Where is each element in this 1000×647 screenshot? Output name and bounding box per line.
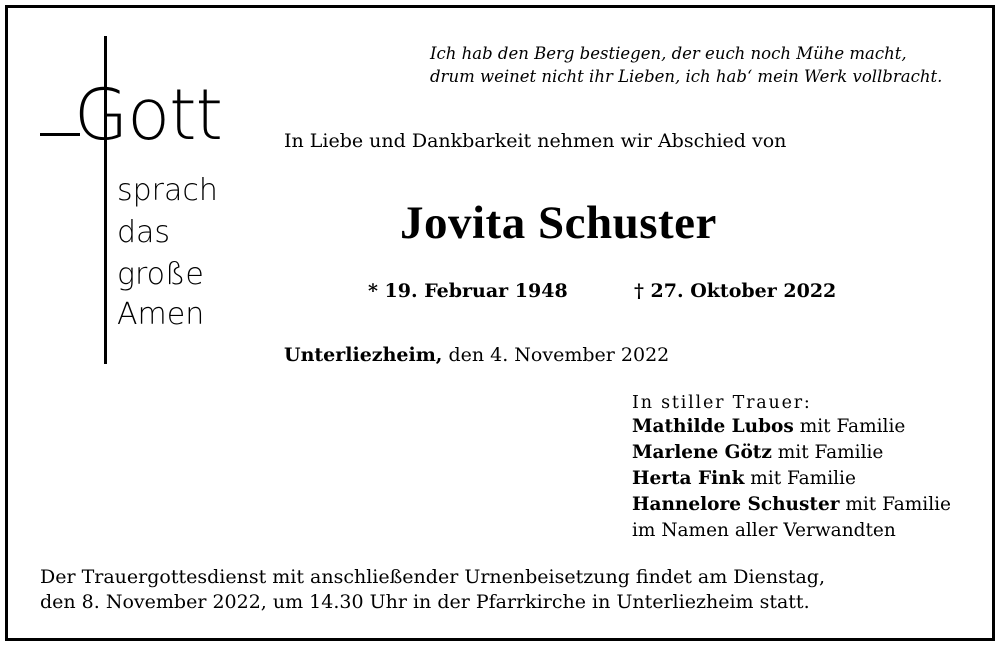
mourner-name: Marlene Götz [632, 442, 772, 463]
cross-line-3: große [117, 257, 204, 292]
service-line-1: Der Trauergottesdienst mit anschließender Urnenbeisetzung findet am Dienstag, [40, 566, 826, 588]
cross-title: Gott [74, 74, 222, 156]
cross-line-4: Amen [117, 297, 205, 332]
mourner-name: Herta Fink [632, 468, 745, 489]
death-date: † 27. Oktober 2022 [634, 280, 837, 302]
quote-line-1: Ich hab den Berg bestiegen, der euch noch Mühe macht, [430, 44, 907, 63]
place-date [284, 344, 669, 366]
mourners-closing: im Namen aller Verwandten [632, 520, 896, 541]
mourners-heading: In stiller Trauer: [632, 393, 812, 413]
mourner-suffix: mit Familie [793, 416, 906, 437]
mourner-entry [632, 416, 905, 437]
mourner-entry [632, 468, 856, 489]
quote-line-2: drum weinet nicht ihr Lieben, ich hab‘ mein Werk vollbracht. [430, 67, 943, 86]
mourner-entry [632, 442, 883, 463]
mourner-entry [632, 494, 951, 515]
place: Unterliezheim, [284, 344, 443, 366]
birth-date: * 19. Februar 1948 [368, 280, 568, 302]
date: den 4. November 2022 [442, 344, 670, 366]
mourner-suffix: mit Familie [771, 442, 884, 463]
intro-text: In Liebe und Dankbarkeit nehmen wir Abschied von [284, 130, 787, 152]
cross-line-1: sprach [117, 173, 218, 208]
mourner-name: Hannelore Schuster [632, 494, 840, 515]
mourner-name: Mathilde Lubos [632, 416, 794, 437]
mourner-suffix: mit Familie [744, 468, 856, 489]
service-line-2: den 8. November 2022, um 14.30 Uhr in der Pfarrkirche in Unterliezheim statt. [40, 591, 810, 613]
deceased-name: Jovita Schuster [400, 197, 717, 249]
mourner-suffix: mit Familie [839, 494, 951, 515]
cross-line-2: das [117, 215, 171, 250]
